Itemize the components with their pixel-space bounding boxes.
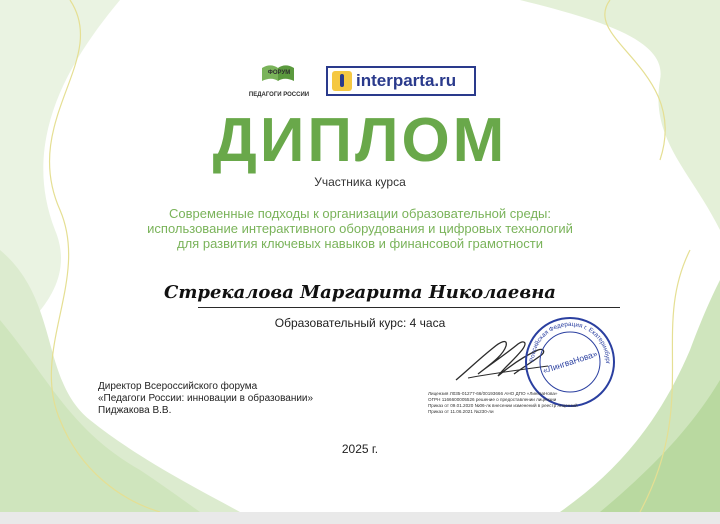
forum-logo-top-text: ФОРУМ bbox=[267, 70, 291, 76]
recipient-name: Стрекалова Маргарита Николаевна bbox=[164, 282, 556, 303]
course-title-line: использование интерактивного оборудования и цифровых технологий bbox=[147, 221, 573, 236]
interparta-logo bbox=[326, 66, 476, 96]
director-line: Директор Всероссийского форума bbox=[98, 381, 258, 392]
year: 2025 г. bbox=[341, 442, 379, 456]
director-block bbox=[98, 381, 313, 417]
stamp-center-text: «ЛингваНова» bbox=[541, 348, 599, 376]
interparta-logo-text: interparta.ru bbox=[356, 71, 457, 90]
course-title bbox=[120, 206, 600, 251]
forum-logo bbox=[246, 60, 312, 102]
license-line: ОГРН 1166600005526 решение о предоставлении лицензии bbox=[428, 397, 557, 402]
forum-logo-bottom-text: ПЕДАГОГИ РОССИИ bbox=[248, 92, 310, 98]
course-hours: Образовательный курс: 4 часа bbox=[274, 316, 446, 330]
license-line: Лицензия Л035-01277-66/00193666 АНО ДПО «ЛингваНова» bbox=[428, 391, 558, 396]
name-underline bbox=[198, 307, 620, 308]
director-line: Пиджакова В.В. bbox=[98, 405, 172, 416]
logos-row bbox=[246, 60, 486, 102]
license-line: Приказ от 09.01.2020 №06-лк внесении изменений в реестр лицензий bbox=[428, 403, 578, 408]
course-title-line: Современные подходы к организации образовательной среды: bbox=[169, 206, 551, 221]
license-line: Приказ от 11.06.2021 №230-ли bbox=[428, 409, 494, 414]
course-title-line: для развития ключевых навыков и финансовой грамотности bbox=[177, 236, 543, 251]
director-line: «Педагоги России: инновации в образовании» bbox=[98, 393, 314, 404]
diploma-subtitle: Участника курса bbox=[314, 175, 406, 189]
license-block bbox=[428, 391, 578, 415]
hand-icon bbox=[332, 71, 352, 91]
bottom-strip bbox=[0, 512, 720, 524]
diploma-title: ДИПЛОМ bbox=[212, 106, 508, 175]
stamp-ring-text: Российская Федерация г. Екатеринбург bbox=[528, 320, 612, 365]
